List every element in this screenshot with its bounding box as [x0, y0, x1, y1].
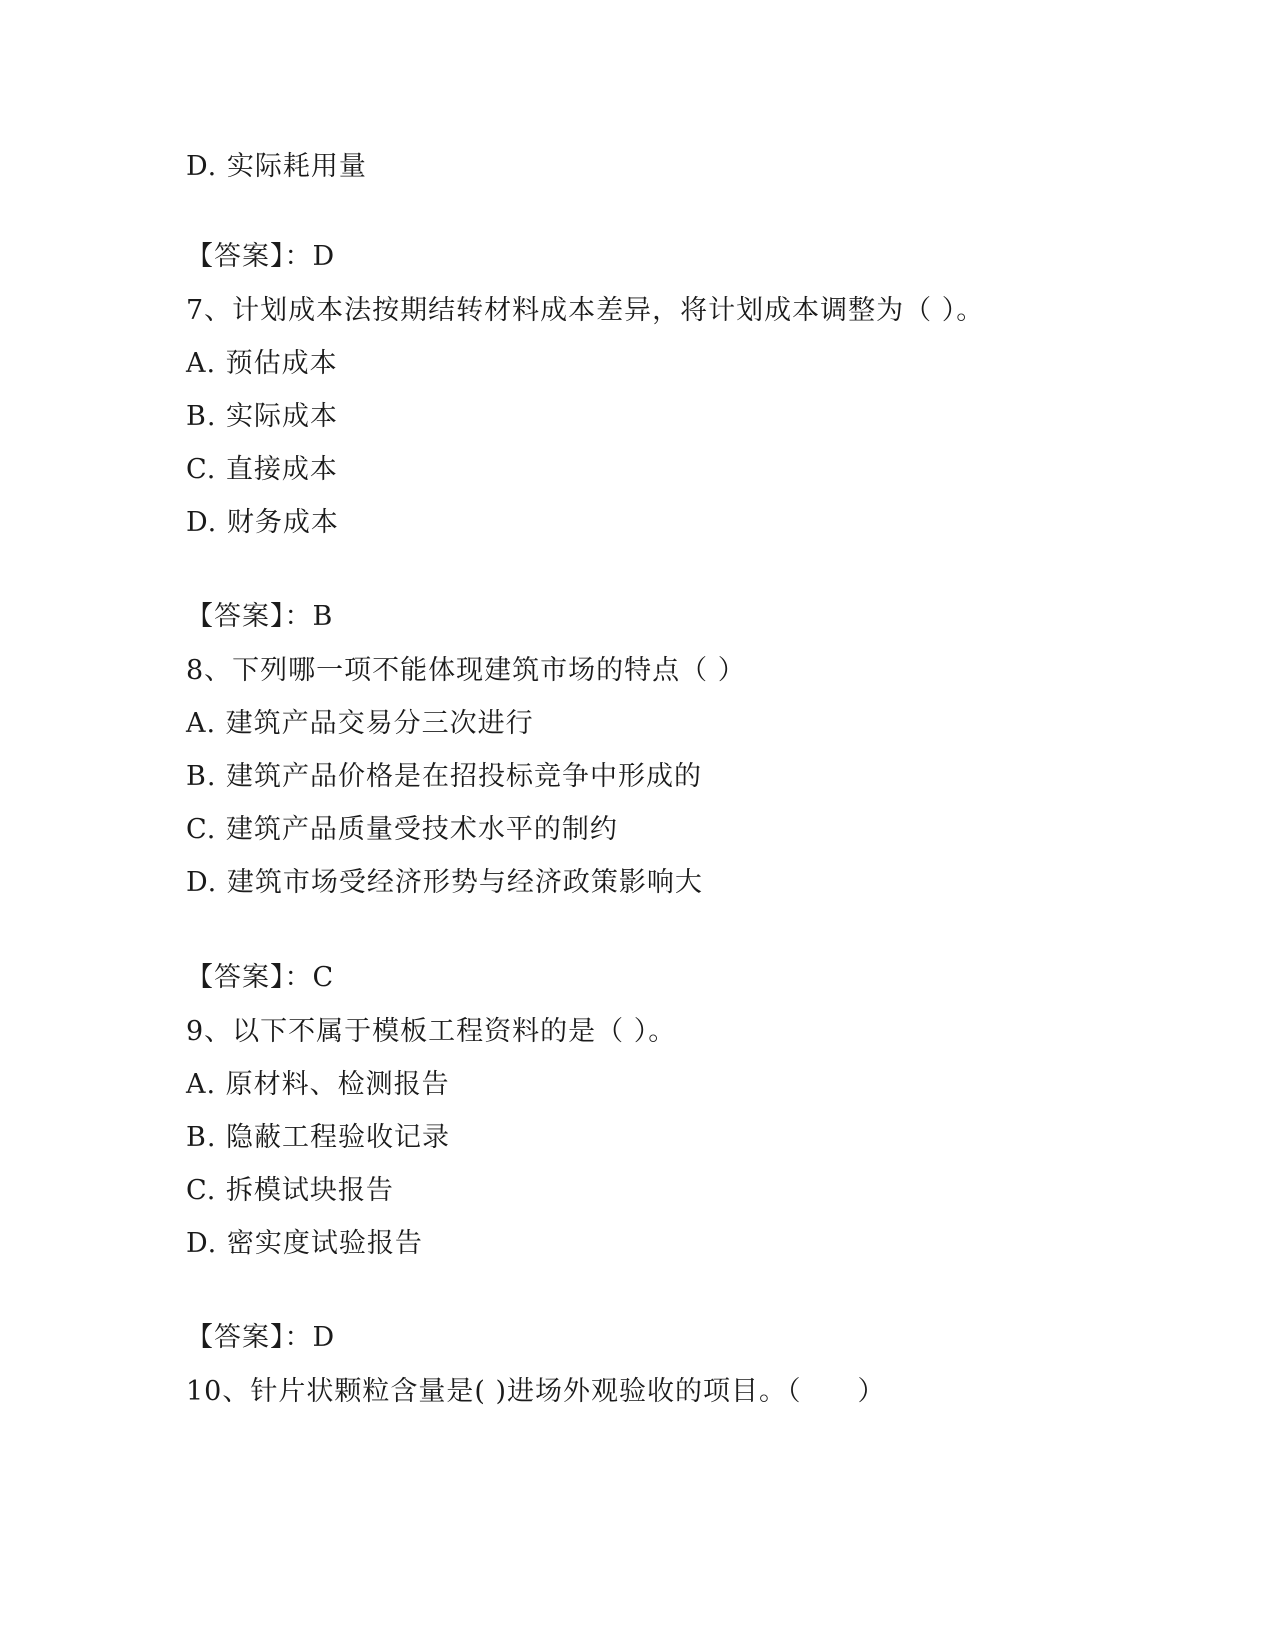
question-stem-10: 10、针片状颗粒含量是( )进场外观验收的项目。（ ）: [186, 1376, 886, 1407]
option-7b: B. 实际成本: [186, 401, 339, 432]
option-9b: B. 隐蔽工程验收记录: [186, 1122, 451, 1153]
answer-7: 【答案】：B: [186, 601, 334, 632]
option-8c: C. 建筑产品质量受技术水平的制约: [186, 814, 618, 845]
option-8b: B. 建筑产品价格是在招投标竞争中形成的: [186, 761, 703, 792]
answer-8: 【答案】：C: [186, 962, 335, 993]
option-9a: A. 原材料、检测报告: [186, 1069, 450, 1100]
option-7d: D. 财务成本: [186, 507, 339, 538]
question-stem-8: 8、下列哪一项不能体现建筑市场的特点（ ）: [186, 655, 746, 686]
option-d-prev: D. 实际耗用量: [186, 151, 367, 182]
option-9c: C. 拆模试块报告: [186, 1175, 394, 1206]
option-8d: D. 建筑市场受经济形势与经济政策影响大: [186, 867, 703, 898]
option-7a: A. 预估成本: [186, 348, 338, 379]
answer-9: 【答案】：D: [186, 1322, 336, 1353]
answer-prev: 【答案】：D: [186, 241, 336, 272]
question-stem-7: 7、计划成本法按期结转材料成本差异，将计划成本调整为（ ）。: [186, 295, 985, 326]
option-9d: D. 密实度试验报告: [186, 1228, 423, 1259]
question-stem-9: 9、以下不属于模板工程资料的是（ ）。: [186, 1016, 677, 1047]
option-8a: A. 建筑产品交易分三次进行: [186, 708, 534, 739]
option-7c: C. 直接成本: [186, 454, 338, 485]
